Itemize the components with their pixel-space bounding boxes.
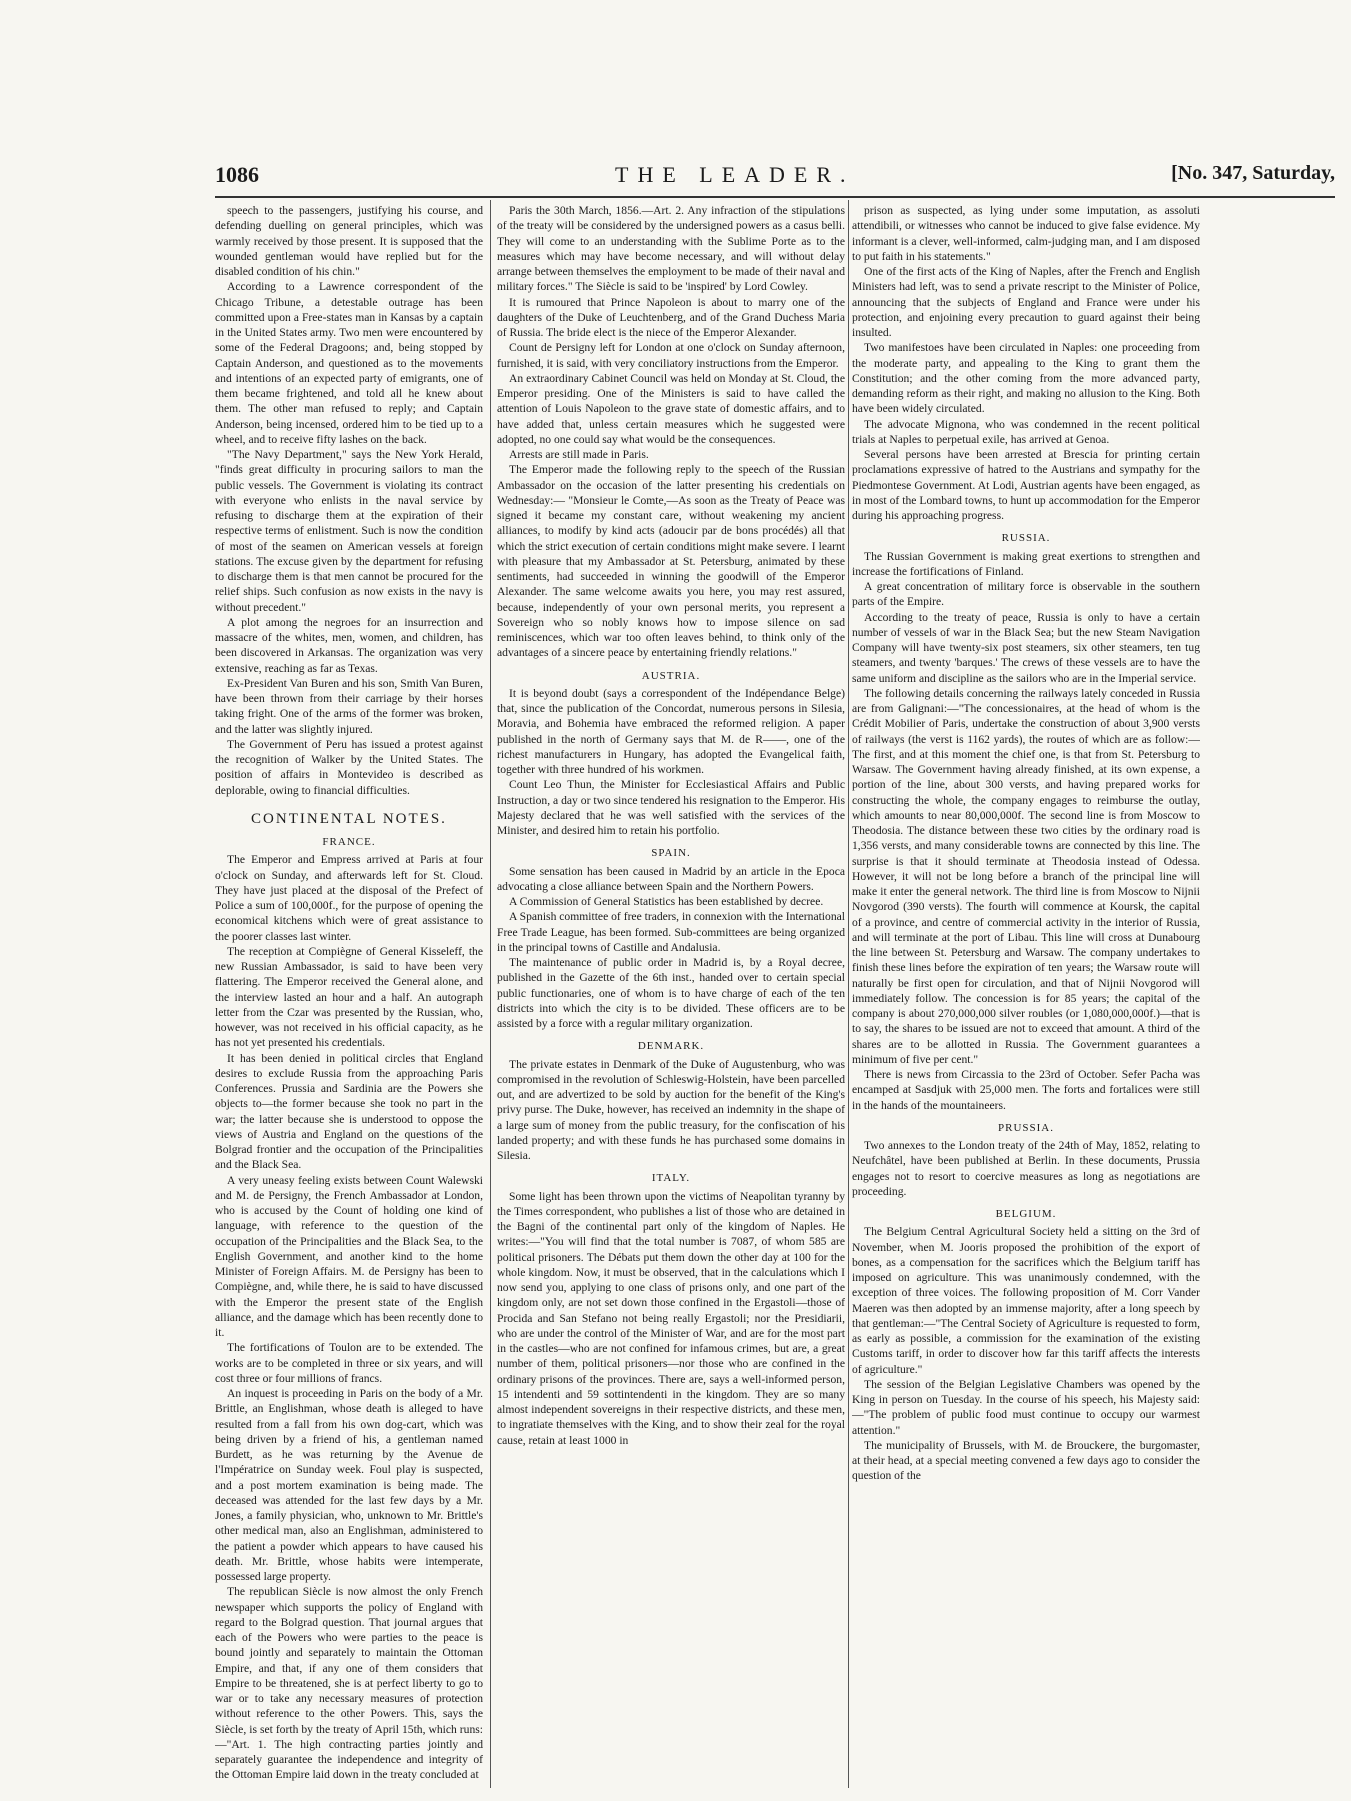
paragraph: The fortifications of Toulon are to be extended. The works are to be completed in three or six years, and will cost three or four millions of francs. [215,1341,483,1385]
column-2 [497,203,845,1793]
paragraph: Arrests are still made in Paris. [509,448,649,461]
subheading-italy: ITALY. [651,1172,691,1185]
paragraph: It is beyond doubt (says a correspondent of the Indépendance Belge) that, since the publication of the Concordat, numerous persons in Silesia, Moravia, and Bohemia have embraced the reformed religion. A paper published in the north of Germany says that M. de R——, one of the richest manufacturers in Hungary, has adopted the Evangelical faith, together with three hundred of his workmen. [497,686,845,776]
paragraph: The reception at Compiègne of General Kisseleff, the new Russian Ambassador, is said to have been very flattering. The Emperor received the General alone, and the interview lasted an hour and a half. An autograph letter from the Czar was presented by the Russian, who, however, was not received in his official capacity, as he has not yet presented his credentials. [215,944,483,1050]
masthead [215,162,1335,192]
paragraph: Some light has been thrown upon the victims of Neapolitan tyranny by the Times correspondent, who publishes a list of those who are detained in the Bagni of the continental part only of the kingdom of Naples. He writes:—"You will find that the total number is 7087, of whom 585 are political prisoners. The Débats put them down the other day at 100 for the whole kingdom. Now, it must be observed, that in the calculations which I now send you, applying to one class of prisons only, and one part of the kingdom only, are not set down those confined in the Ergastoli—those of Procida and San Stefano not being really Ergastoli; nor the Presidiarii, who are under the control of the Minister of War, and are for the most part in the castles—who are not confined for infamous crimes, but are, a great number of them, political prisoners—nor those who are confined in the ordinary prisons of the provinces. There are, says a well-informed person, 15 intendenti and 59 sottintendenti in the kingdom. They are so many almost independent sovereigns in their respective districts, and these men, to ingratiate themselves with the King, and to show their zeal for the royal cause, retain at least 1000 in [497,1189,845,1447]
paragraph: A Commission of General Statistics has been established by decree. [509,895,824,908]
paragraph: The advocate Mignona, who was condemned in the recent political trials at Naples to perpetual exile, has arrived at Genoa. [852,417,1200,446]
subheading-prussia: PRUSSIA. [998,1121,1054,1134]
paragraph: speech to the passengers, justifying his course, and defending duelling on general principles, which was warmly received by those present. It is supposed that the wounded gentleman would have replied but for the disabled condition of his chin." [215,204,483,278]
paragraph: One of the first acts of the King of Naples, after the French and English Ministers had left, was to send a private rescript to the Minister of Police, announcing that the subjects of England and France were under his protection, and enjoining every precaution to guard against their being insulted. [852,265,1200,339]
paragraph: A very uneasy feeling exists between Count Walewski and M. de Persigny, the French Ambassador at London, who is accused by the Count of holding one kind of language, with reference to the question of the occupation of the Principalities and the Black Sea, to the English Government, and another kind to the home Minister of Foreign Affairs. M. de Persigny has been to Compiègne, and, while there, he is said to have discussed with the Emperor the present state of the English alliance, and the damage which has been recently done to it. [215,1173,483,1339]
paragraph: The republican Siècle is now almost the only French newspaper which supports the policy of England with regard to the Bolgrad question. That journal argues that each of the Powers who were parties to the peace is bound jointly and separately to maintain the Ottoman Empire, and that, if any one of them considers that Empire to be threatened, she is at perfect liberty to go to war or to take any necessary measures of protection without reference to the other Powers. This, says the Siècle, is set forth by the treaty of April 15th, which runs:—"Art. 1. The high contracting parties jointly and separately guarantee the independence and integrity of the Ottoman Empire laid down in the treaty concluded at [215,1585,483,1782]
subheading-russia: RUSSIA. [1001,532,1051,545]
paragraph: According to the treaty of peace, Russia is only to have a certain number of vessels of war in the Black Sea; but the new Steam Navigation Company will have twenty-six post steamers, six other steamers, ten tug steamers, and twenty 'barques.' The crews of these vessels are to have the same uniform and discipline as the sailors who are in the Imperial service. [852,610,1200,685]
paragraph: Count Leo Thun, the Minister for Ecclesiastical Affairs and Public Instruction, a day or two since tendered his resignation to the Emperor. His Majesty declared that he was well satisfied with the services of the Minister, and desired him to retain his portfolio. [497,778,845,837]
paragraph: The following details concerning the railways lately conceded in Russia are from Galignani:—"The concessionaires, at the head of whom is the Crédit Mobilier of Paris, undertake the construction of about 3,900 versts of railways (the verst is 1162 yards), the routes of which are as follow:—The first, and at this moment the chief one, is that from St. Petersburg to Warsaw. The Government having already finished, at its own expense, a portion of the line, about 300 versts, and having prepared works for constructing the whole, the company engages to reimburse the outlay, which amounts to near 80,000,000f. The second line is from Moscow to Theodosia. The distance between these two cities by the ordinary road is 1,356 versts, and many considerable towns are connected by this line. The surprise is that it should terminate at Theodosia instead of Odessa. However, it will not be long before a branch of the principal line will make it enter the general network. The third line is from Moscow to Nijnii Novgorod (390 versts). The fourth will commence at Koursk, the capital of a province, and centre of commercial activity in the interior of Russia, and will terminate at the port of Libau. This line will cross at Dunabourg the line between St. Petersburg and Warsaw. The company undertakes to finish these lines before the expiration of ten years; the Warsaw route will naturally be first open for circulation, and that of Nijnii Novgorod will immediately follow. The concession is for 85 years; the capital of the company is about 270,000,000 silver roubles (or 1,080,000,000f.)—that is to say, the shares to be issued are not to exceed that amount. A third of the shares are to be allotted in Russia. The Government guarantees a minimum of five per cent." [852,686,1200,1066]
newspaper-title: THE LEADER. [615,162,855,187]
paragraph: A Spanish committee of free traders, in connexion with the International Free Trade League, has been formed. Sub-committees are being organized in the principal towns of Castille and Andalusia. [497,910,845,954]
page-number: 1086 [215,162,259,187]
paragraph: Count de Persigny left for London at one o'clock on Sunday afternoon, furnished, it is said, with very conciliatory instructions from the Emperor. [497,341,845,370]
subheading-france: FRANCE. [322,836,376,848]
paragraph: The private estates in Denmark of the Duke of Augustenburg, who was compromised in the revolution of Schleswig-Holstein, have been parcelled out, and are advertized to be sold by auction for the benefit of the King's privy purse. The Duke, however, has received an indemnity in the shape of a large sum of money from the public treasury, for the confiscation of his landed property; and with these funds he has purchased some domains in Silesia. [497,1057,845,1162]
paragraph: A plot among the negroes for an insurrection and massacre of the whites, men, women, and children, has been discovered in Arkansas. The organization was very extensive, reaching as far as Texas. [215,615,483,675]
column-1 [215,203,483,1793]
issue-label: [No. 347, Saturday, [1171,162,1335,184]
paragraph: It is rumoured that Prince Napoleon is about to marry one of the daughters of the Duke of Leuchtenberg, and of the Grand Duchess Maria of Russia. The bride elect is the niece of the Emperor Alexander. [497,295,845,339]
subheading-denmark: DENMARK. [637,1040,705,1053]
paragraph: It has been denied in political circles that England desires to exclude Russia from the approaching Paris Conferences. Prussia and Sardinia are the Powers she objects to—the former because she took no part in the war; the latter because she is understood to oppose the views of Austria and England on the questions of the Bolgrad frontier and the occupation of the Principalities and the Black Sea. [215,1051,483,1172]
paragraph: Some sensation has been caused in Madrid by an article in the Epoca advocating a close alliance between Spain and the Northern Powers. [497,864,845,893]
paragraph: The Russian Government is making great exertions to strengthen and increase the fortifications of Finland. [852,549,1200,578]
paragraph: Several persons have been arrested at Brescia for printing certain proclamations expressive of hatred to the Austrians and sympathy for the Piedmontese Government. At Lodi, Austrian agents have been engaged, as in most of the Lombard towns, to hunt up accommodation for the Emperor during his approaching progress. [852,448,1200,522]
paragraph: The Government of Peru has issued a protest against the recognition of Walker by the United States. The position of affairs in Montevideo is described as deplorable, owing to financial difficulties. [215,737,483,797]
masthead-rule [215,196,1335,198]
paragraph: An inquest is proceeding in Paris on the body of a Mr. Brittle, an Englishman, whose death is alleged to have resulted from a fall from his own dog-cart, which was being driven by a friend of his, a gentleman named Burdett, as he was returning by the Avenue de l'Impératrice on Sunday week. Foul play is suspected, and a post mortem examination is being made. The deceased was attended for the last few days by a Mr. Jones, a family physician, who, unknown to Mr. Brittle's other medical man, also an Englishman, administered to the patient a powder which appears to have caused his death. Mr. Brittle, whose habits were intemperate, possessed large property. [215,1387,483,1583]
paragraph: "The Navy Department," says the New York Herald, "finds great difficulty in procuring sailors to man the public vessels. The Government is violating its contract with everyone who enlists in the naval service by refusing to discharge them at the expiration of their respective terms of enlistment. Such is now the condition of most of the seamen on American vessels at foreign stations. The excuse given by the department for refusing to discharge them is that men cannot be procured for the relief ships. Such confusion as now exists in the navy is without precedent." [215,448,483,614]
paragraph: The Emperor made the following reply to the speech of the Russian Ambassador on the occasion of the latter presenting his credentials on Wednesday:— "Monsieur le Comte,—As soon as the Treaty of Peace was signed it became my constant care, without weakening my ancient alliances, to modify by kind acts (adoucir par de bons procédés) all that which the strict execution of certain conditions might make severe. I learnt with pleasure that my Ambassador at St. Petersburg, animated by these sentiments, had succeeded in winning the goodwill of the Emperor Alexander. The same welcome awaits you here, you may rest assured, because, independently of your own personal merits, you represent a Sovereign who so nobly knows how to impose silence on sad reminiscences, which war too often leaves behind, to think only of the advantages of a sincere peace by entertaining friendly relations." [497,463,845,660]
paragraph: The maintenance of public order in Madrid is, by a Royal decree, published in the Gazette of the 6th inst., handed over to certain special public functionaries, one of whom is to have charge of each of the ten districts into which the city is to be divided. These officers are to be assisted by a force with a regular military organization. [497,956,845,1030]
column-3 [852,203,1200,1793]
paragraph: Paris the 30th March, 1856.—Art. 2. Any infraction of the stipulations of the treaty will be considered by the undersigned powers as a casus belli. They will come to an understanding with the Sublime Porte as to the measures which may have become necessary, and will without delay arrange between themselves the employment to be made of their naval and military forces." The Siècle is said to be 'inspired' by Lord Cowley. [497,204,845,294]
paragraph: According to a Lawrence correspondent of the Chicago Tribune, a detestable outrage has been committed upon a Free-states man in Kansas by a captain in the United States army. Two men were encountered by some of the Federal Dragoons; and, being stopped by Captain Anderson, and questioned as to the movements and intentions of an expected party of emigrants, one of them became frightened, and told all he knew about them. The other man refused to reply; and Captain Anderson, being incensed, ordered him to be tied up to a wheel, and to receive fifty lashes on the back. [215,280,483,446]
column-divider [848,200,849,1788]
paragraph: The session of the Belgian Legislative Chambers was opened by the King in person on Tuesday. In the course of his speech, his Majesty said:—"The problem of public food must continue to occupy our warmest attention." [852,1377,1200,1437]
paragraph: Ex-President Van Buren and his son, Smith Van Buren, have been thrown from their carriage by their horses taking fright. One of the arms of the former was broken, and the latter was slightly injured. [215,676,483,736]
subheading-spain: SPAIN. [651,847,691,860]
paragraph: prison as suspected, as lying under some imputation, as assoluti attendibili, or witnesses who cannot be induced to give false evidence. My informant is a clever, well-informed, calm-judging man, and I am disposed to put faith in his statements." [852,204,1200,263]
subheading-austria: AUSTRIA. [641,669,701,682]
section-heading: CONTINENTAL NOTES. [251,810,447,827]
paragraph: The Belgium Central Agricultural Society held a sitting on the 3rd of November, when M. Jooris proposed the prohibition of the export of bones, as a compensation for the sacrifices which the Belgium tariff has imposed on agriculture. This was unanimously condemned, with the exception of three voices. The following proposition of M. Corr Vander Maeren was then adopted by an immense majority, after a long speech by that gentleman:—"The Central Society of Agriculture is requested to form, as early as possible, a commission for the examination of the existing Customs tariff, in order to discover how far this tariff affects the interests of agriculture." [852,1225,1200,1376]
paragraph: A great concentration of military force is observable in the southern parts of the Empire. [852,580,1200,609]
paragraph: Two manifestoes have been circulated in Naples: one proceeding from the moderate party, and appealing to the King to grant them the Constitution; and the other coming from the more advanced party, demanding reform as their right, and making no allusion to the King. Both have been widely circulated. [852,341,1200,416]
paragraph: An extraordinary Cabinet Council was held on Monday at St. Cloud, the Emperor presiding. One of the Ministers is said to have called the attention of Louis Napoleon to the grave state of domestic affairs, and to have added that, unless certain measures which he suggested were adopted, no one could say what would be the consequences. [497,371,845,446]
paragraph: The municipality of Brussels, with M. de Brouckere, the burgomaster, at their head, at a special meeting convened a few days ago to consider the question of the [852,1438,1200,1483]
paragraph: Two annexes to the London treaty of the 24th of May, 1852, relating to Neufchâtel, have been published at Berlin. In these documents, Prussia engages not to resort to coercive measures as long as negotiations are proceeding. [852,1139,1200,1198]
paragraph: The Emperor and Empress arrived at Paris at four o'clock on Sunday, and afterwards left for St. Cloud. They have just placed at the disposal of the Prefect of Police a sum of 100,000f., for the purpose of opening the economical kitchens which were of great assistance to the poorer classes last winter. [215,853,483,943]
subheading-belgium: BELGIUM. [995,1208,1057,1220]
paragraph: There is news from Circassia to the 23rd of October. Sefer Pacha was encamped at Sasdjuk with 25,000 men. The forts and fortalices were still in the hands of the mountaineers. [852,1068,1200,1112]
column-divider [490,200,491,1788]
